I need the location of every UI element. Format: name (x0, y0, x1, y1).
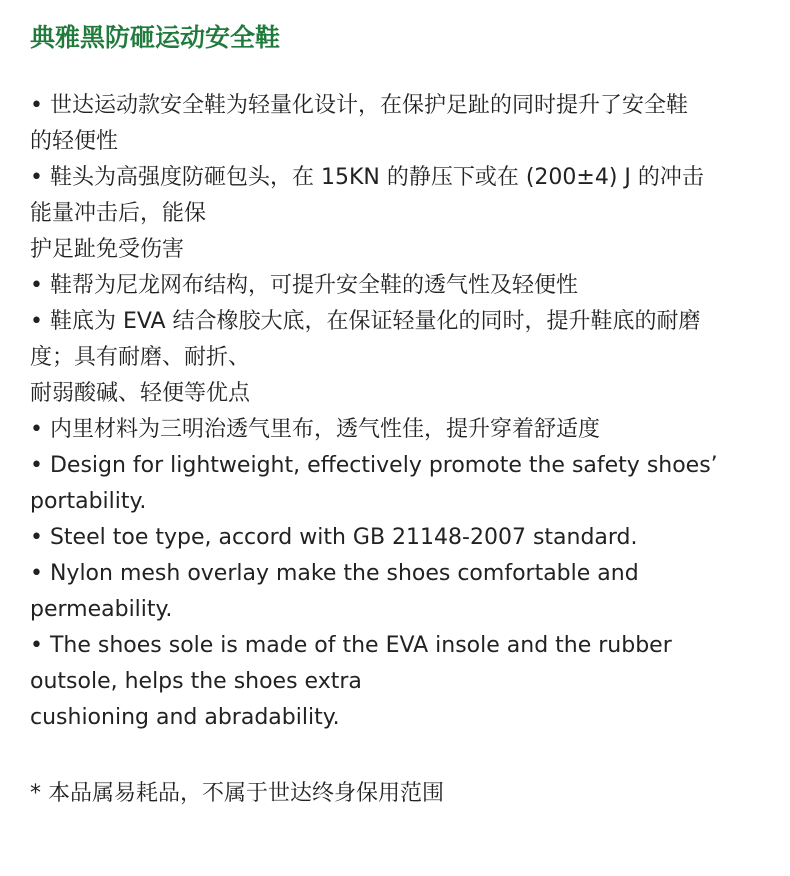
feature-line: • 鞋底为 EVA 结合橡胶大底，在保证轻量化的同时，提升鞋底的耐磨 (30, 309, 701, 334)
feature-line: • 鞋头为高强度防砸包头，在 15KN 的静压下或在 (200±4) J 的冲击 (30, 165, 704, 190)
feature-line: 能量冲击后，能保 (30, 201, 207, 226)
feature-line: 护足趾免受伤害 (30, 237, 185, 262)
feature-line: • The shoes sole is made of the EVA insole and the rubber (30, 633, 672, 658)
feature-line: • 世达运动款安全鞋为轻量化设计，在保护足趾的同时提升了安全鞋 (30, 93, 688, 118)
feature-line: • Steel toe type, accord with GB 21148-2007 standard. (30, 525, 638, 550)
page-title: 典雅黑防砸运动安全鞋 (30, 23, 281, 52)
feature-line: portability. (30, 489, 147, 514)
feature-line: 耐弱酸碱、轻便等优点 (30, 381, 251, 406)
feature-line: permeability. (30, 597, 173, 622)
feature-line: outsole, helps the shoes extra (30, 669, 362, 694)
warranty-note: * 本品属易耗品，不属于世达终身保用范围 (30, 781, 444, 806)
feature-line: • Nylon mesh overlay make the shoes comfortable and (30, 561, 639, 586)
feature-list (30, 88, 760, 736)
feature-line: • Design for lightweight, effectively promote the safety shoes’ (30, 453, 718, 478)
feature-line: 的轻便性 (30, 129, 119, 154)
feature-line: cushioning and abradability. (30, 705, 340, 730)
feature-line: • 鞋帮为尼龙网布结构，可提升安全鞋的透气性及轻便性 (30, 273, 578, 298)
feature-line: 度；具有耐磨、耐折、 (30, 345, 251, 370)
feature-line: • 内里材料为三明治透气里布，透气性佳，提升穿着舒适度 (30, 417, 600, 442)
